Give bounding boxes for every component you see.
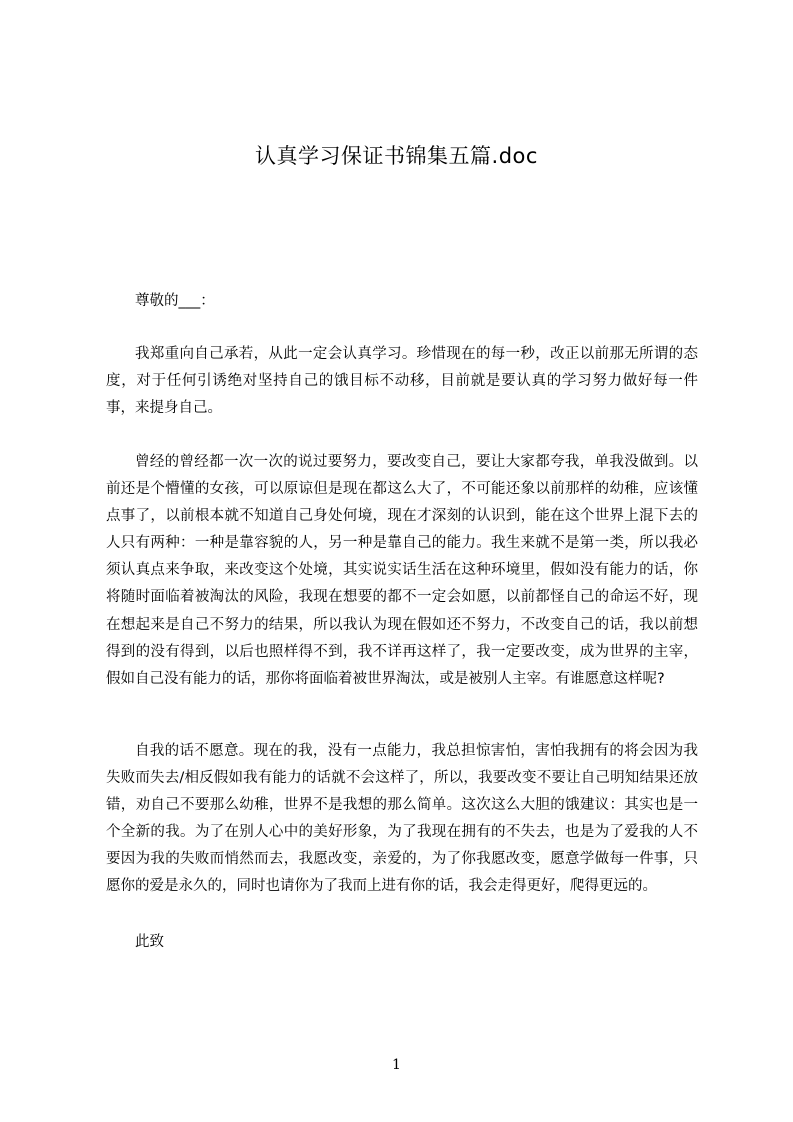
body-paragraph-3: 自我的话不愿意。现在的我，没有一点能力，我总担惊害怕，害怕我拥有的将会因为我失败而失去/相反假如我有能力的话就不会这样了，所以，我要改变不要让自己明知结果还放错，劝自己不要那么幼稚，世界不是我想的那么简单。这次这么大胆的饿建议：其实也是一个全新的我。为了在别人心中的美好形象，为了我现在拥有的不失去，也是为了爱我的人不要因为我的失败而悄然而去，我愿改变，亲爱的，为了你我愿改变，愿意学做每一件事，只愿你的爱是永久的，同时也请你为了我而上进有你的话，我会走得更好，爬得更远的。	[106, 743, 698, 895]
page-number: 1	[392, 1057, 401, 1073]
greeting-line: 尊敬的___：	[135, 293, 215, 309]
body-paragraph-1: 我郑重向自己承若，从此一定会认真学习。珍惜现在的每一秒，改正以前那无所谓的态度，对于任何引诱绝对坚持自己的饿目标不动移，目前就是要认真的学习努力做好每一件事，来提身自己。	[106, 346, 698, 417]
document-title: 认真学习保证书锦集五篇.doc	[255, 144, 538, 168]
body-paragraph-2: 曾经的曾经都一次一次的说过要努力，要改变自己，要让大家都夸我，单我没做到。以前还是个懵懂的女孩，可以原谅但是现在都这么大了，不可能还象以前那样的幼稚，应该懂点事了，以前根本就不知道自己身处何境，现在才深刻的认识到，能在这个世界上混下去的人只有两种：一种是靠容貌的人，另一种是靠自己的能力。我生来就不是第一类，所以我必须认真点来争取，来改变这个处境，其实说实话生活在这种环境里，假如没有能力的话，你将随时面临着被淘汰的风险，我现在想要的都不一定会如愿，以前都怪自己的命运不好，现在想起来是自己不努力的结果，所以我认为现在假如还不努力，不改变自己的话，我以前想得到的没有得到，以后也照样得不到，我不详再这样了，我一定要改变，成为世界的主宰，假如自己没有能力的话，那你将面临着被世界淘汰，或是被别人主宰。有谁愿意这样呢?	[106, 454, 698, 687]
closing-line: 此致	[135, 934, 164, 950]
